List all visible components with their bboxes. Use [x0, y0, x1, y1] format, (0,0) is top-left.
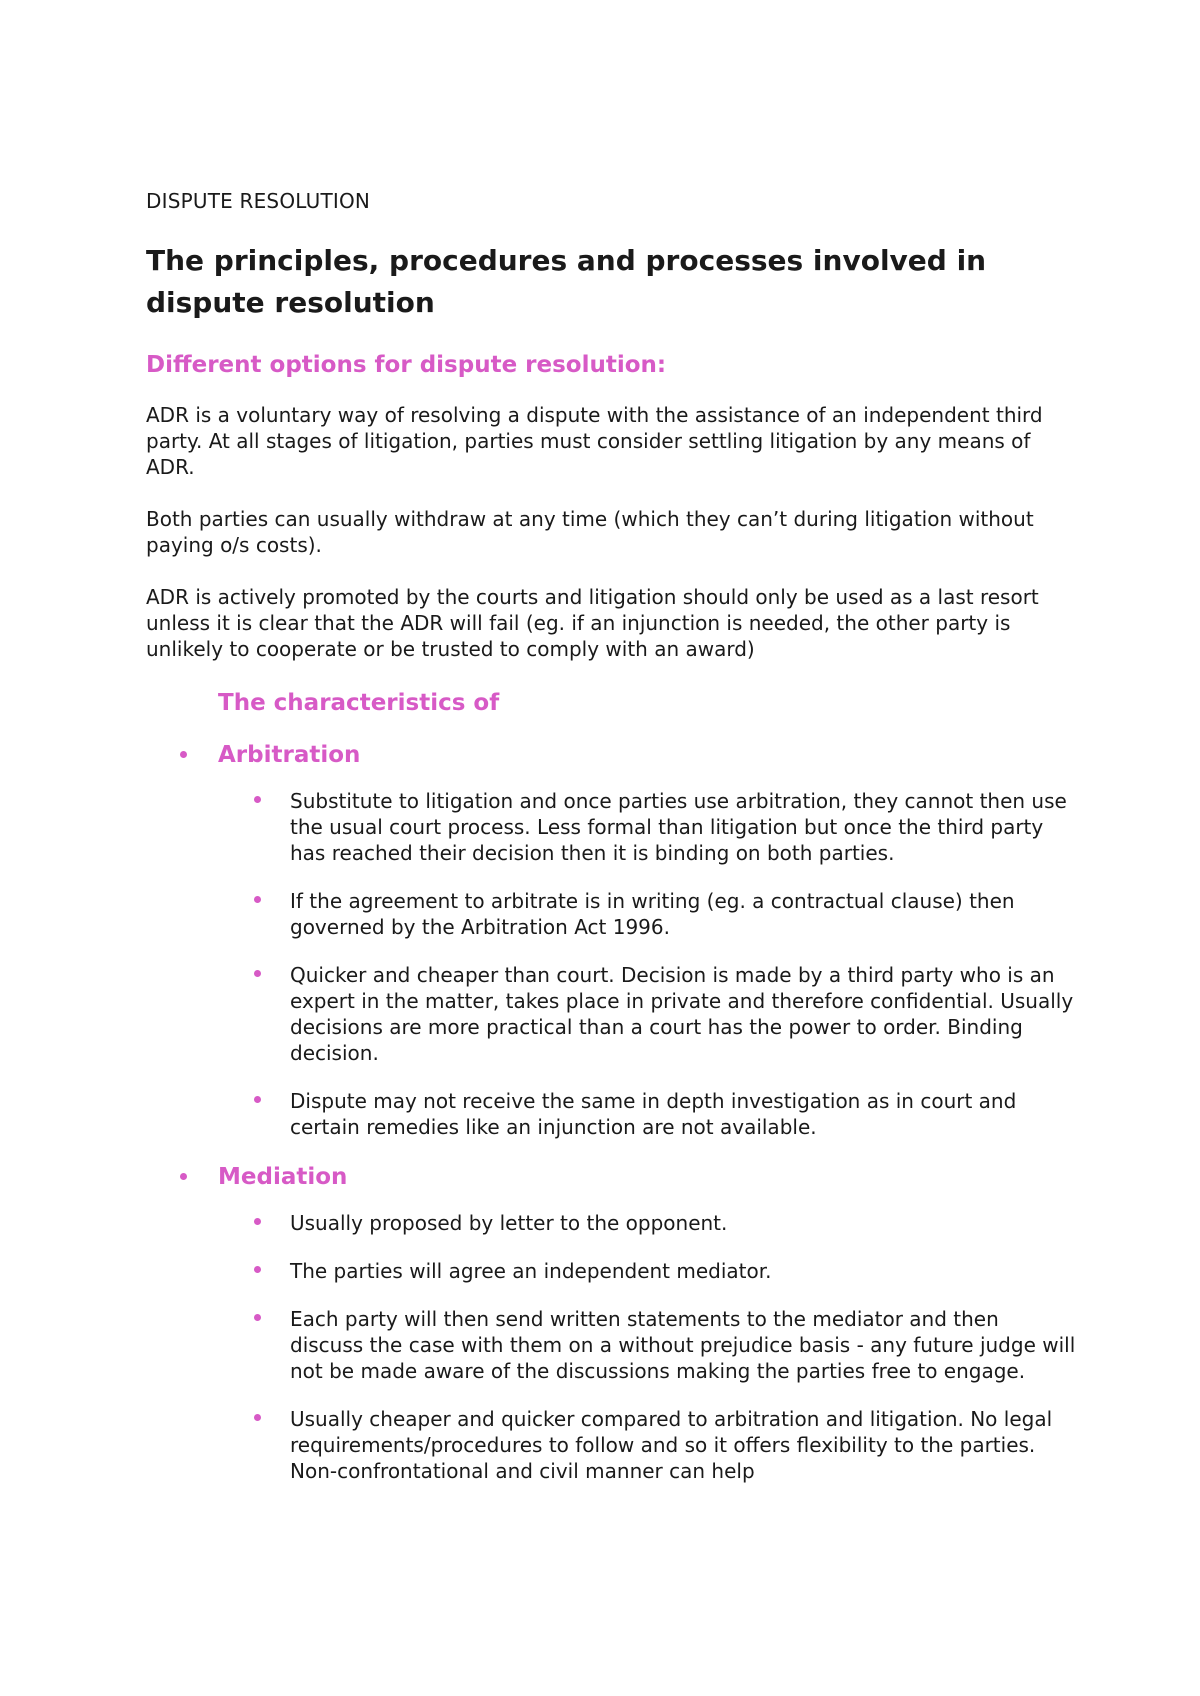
topic-heading: [146, 740, 1076, 770]
bullet-icon: [180, 1173, 187, 1180]
topic-mediation: [146, 1162, 1076, 1484]
list-item: [146, 962, 1076, 1066]
list-item-text: Dispute may not receive the same in depth investigation as in court and certain remedies like an injunction are not available.: [290, 1089, 1017, 1139]
list-item-text: Quicker and cheaper than court. Decision is made by a third party who is an expert in the matter, takes place in private and therefore confidential. Usually decisions are more practical than a court has the power to order. Binding decision.: [290, 963, 1074, 1065]
paragraph: Both parties can usually withdraw at any time (which they can’t during litigation without paying o/s costs).: [146, 507, 1034, 557]
list-item-text: Usually proposed by letter to the opponent.: [290, 1211, 728, 1235]
list-item: [146, 1210, 1076, 1236]
list-item: [146, 1258, 1076, 1284]
bullet-icon: [254, 1314, 261, 1321]
list-item-text: Each party will then send written statements to the mediator and then discuss the case with them on a without prejudice basis - any future judge will not be made aware of the discussions making the parties free to engage.: [290, 1307, 1076, 1383]
document-label: DISPUTE RESOLUTION: [146, 189, 371, 213]
paragraph: ADR is a voluntary way of resolving a dispute with the assistance of an independent third party. At all stages of litigation, parties must consider settling litigation by any means of ADR.: [146, 403, 1043, 479]
bullet-icon: [254, 1414, 261, 1421]
paragraph: ADR is actively promoted by the courts and litigation should only be used as a last resort unless it is clear that the ADR will fail (eg. if an injunction is needed, the other party is unlikely to cooperate or be trusted to comply with an award): [146, 585, 1039, 661]
bullet-icon: [254, 1266, 261, 1273]
characteristics-heading: The characteristics of: [218, 690, 500, 716]
topic-arbitration: [146, 740, 1076, 1140]
topic-heading-text: Arbitration: [218, 742, 361, 768]
list-item: [146, 1406, 1076, 1484]
list-item: [146, 888, 1076, 940]
bullet-icon: [254, 970, 261, 977]
document-title: The principles, procedures and processes involved in dispute resolution: [146, 244, 987, 319]
list-item: [146, 1306, 1076, 1384]
bullet-icon: [254, 1096, 261, 1103]
bullet-icon: [254, 896, 261, 903]
bullet-icon: [180, 751, 187, 758]
list-item-text: Usually cheaper and quicker compared to arbitration and litigation. No legal requirements/procedures to follow and so it offers flexibility to the parties. Non-confrontational and civil manner can help: [290, 1407, 1053, 1483]
list-item: [146, 788, 1076, 866]
document-page: [146, 188, 1076, 1506]
bullet-icon: [254, 1218, 261, 1225]
list-item: [146, 1088, 1076, 1140]
topic-heading: [146, 1162, 1076, 1192]
bullet-list: [146, 788, 1076, 1140]
bullet-list: [146, 1210, 1076, 1484]
list-item-text: If the agreement to arbitrate is in writing (eg. a contractual clause) then governed by the Arbitration Act 1996.: [290, 889, 1015, 939]
bullet-icon: [254, 796, 261, 803]
list-item-text: Substitute to litigation and once parties use arbitration, they cannot then use the usual court process. Less formal than litigation but once the third party has reached their decision then it is binding on both parties.: [290, 789, 1067, 865]
list-item-text: The parties will agree an independent mediator.: [290, 1259, 772, 1283]
section-heading: Different options for dispute resolution:: [146, 352, 667, 378]
topic-heading-text: Mediation: [218, 1164, 348, 1190]
